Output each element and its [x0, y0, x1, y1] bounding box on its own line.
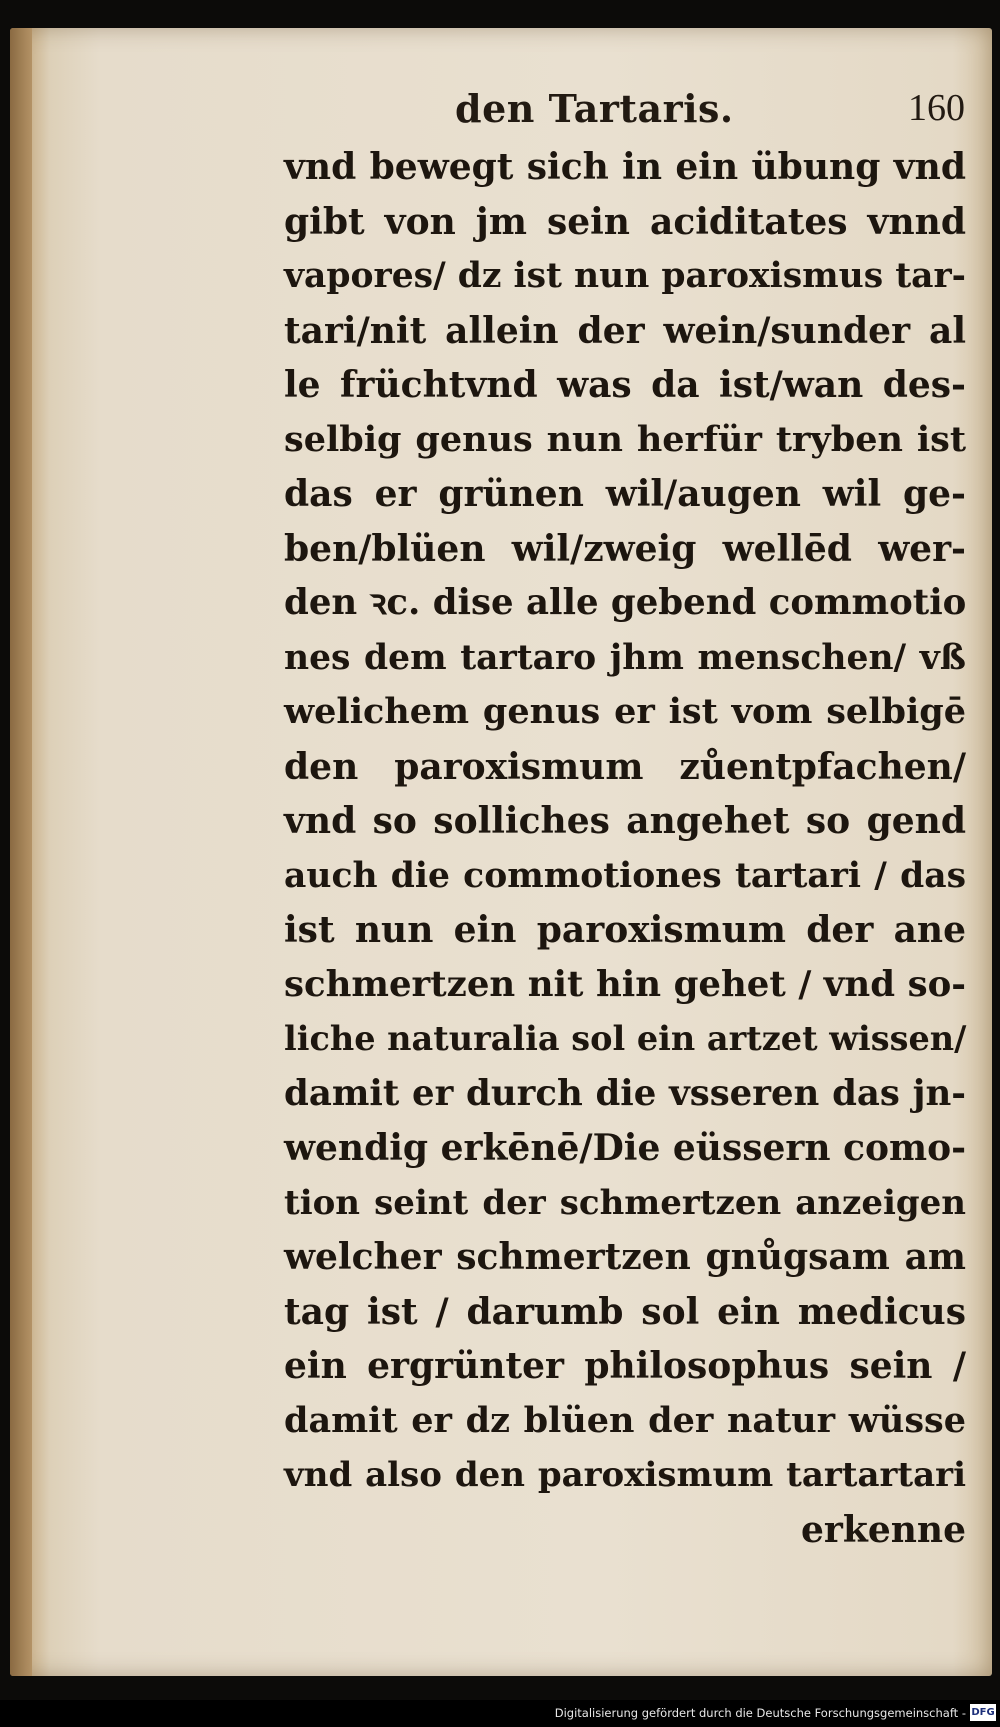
- text-line: welichem genus er ist vom selbigē: [284, 691, 966, 732]
- text-line: damit er durch die vsseren das jn-: [284, 1072, 966, 1114]
- text-line: tion seint der schmertzen anzeigen: [284, 1182, 966, 1223]
- text-line: selbig genus nun herfür tryben ist: [284, 418, 966, 460]
- text-line: wendig erkēnē/Die eüssern como-: [284, 1127, 967, 1169]
- page-header: [285, 80, 965, 144]
- text-line: das er grünen wil/augen wil ge-: [284, 473, 966, 515]
- text-line: den paroxismum zůentpfachen/: [284, 745, 966, 788]
- text-line: le früchtvnd was da ist/wan des-: [284, 364, 966, 406]
- text-line: vnd so solliches angehet so gend: [284, 800, 966, 842]
- body-text: [284, 140, 966, 1557]
- running-head: den Tartaris.: [455, 86, 734, 131]
- text-line: welcher schmertzen gnůgsam am: [284, 1236, 966, 1278]
- text-line: auch die commotiones tartari / das: [284, 855, 966, 896]
- text-line: vnd bewegt sich in ein übung vnd: [284, 146, 966, 188]
- page-edge: [10, 28, 32, 1676]
- text-line: vnd also den paroxismum tartartari: [284, 1455, 966, 1495]
- text-line: liche naturalia sol ein artzet wissen/: [284, 1019, 967, 1058]
- text-line: tag ist / darumb sol ein medicus: [284, 1290, 966, 1333]
- text-line: tari/nit allein der wein/sunder al: [284, 309, 966, 352]
- text-line: schmertzen nit hin gehet / vnd so-: [284, 963, 966, 1005]
- text-line: nes dem tartaro jhm menschen/ vß: [284, 637, 966, 678]
- page-number: 160: [908, 87, 965, 129]
- funding-credit: Digitalisierung gefördert durch die Deutsche Forschungsgemeinschaft -: [554, 1706, 966, 1720]
- text-line: damit er dz blüen der natur wüsse: [284, 1399, 966, 1441]
- text-line: ein ergrünter philosophus sein /: [284, 1345, 966, 1387]
- text-line: den ꝛc. dise alle gebend commotio: [284, 582, 967, 623]
- text-line: vapores/ dz ist nun paroxismus tar-: [284, 256, 966, 296]
- catchword: erkenne: [801, 1508, 966, 1551]
- dfg-logo: DFG: [970, 1704, 996, 1721]
- text-line: ben/blüen wil/zweig wellēd wer-: [284, 527, 966, 570]
- text-line: ist nun ein paroxismum der ane: [284, 909, 966, 951]
- text-line: gibt von jm sein aciditates vnnd: [284, 200, 966, 243]
